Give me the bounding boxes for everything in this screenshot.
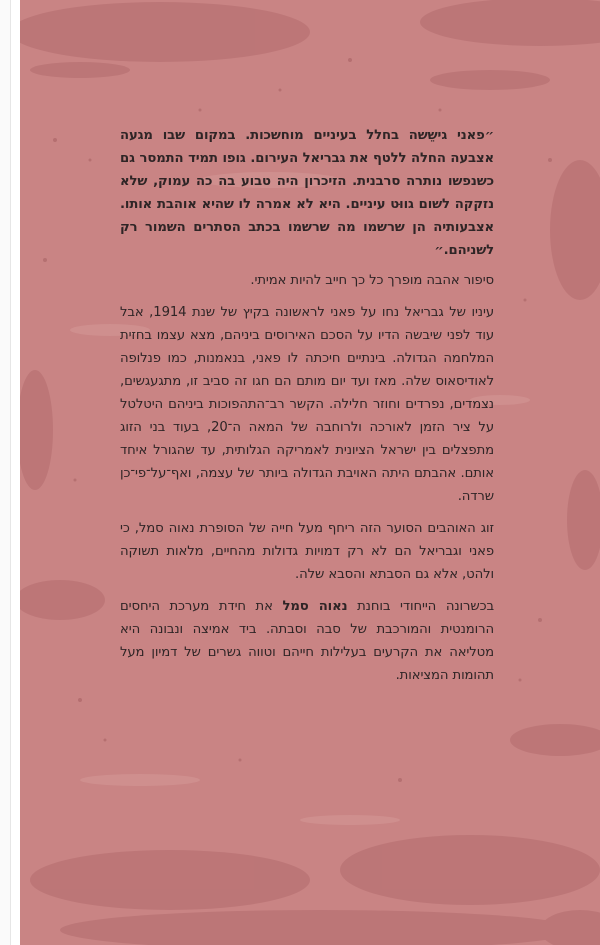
author-paragraph-end: את חידת מערכת היחסים הרומנטית והמורכבת של סבה וסבתה. ביד אמיצה ונבונה היא מטליאה את הקרעים בעלילות חייהם וטווה גשרים של דמיון מעל תהומות המציאות. (120, 599, 494, 683)
author-paragraph (120, 595, 494, 687)
author-paragraph-start: בכשרונה הייחודי בוחנת (347, 599, 494, 614)
author-name: נאוה סמל (282, 599, 348, 614)
back-cover-blurb (120, 124, 494, 696)
story-summary: עיניו של גבריאל נחו על פאני לראשונה בקיץ של שנת 1914, אבל עוד לפני שיבשה הדיו על הסכם האירוסים ביניהם, מצא עצמו בחזית המלחמה הגדולה. בינתיים חיכתה לו פאני, בנאמנות, כמו פנלופה לאודיסאוס שלה. מאז ועד יום מותם הם חגו זה סביב זו, מתגעגשים, נצמדים, נפרדים וחוזר חלילה. הקשר רב־התהפוכות ביניהם היטלטל על ציר הזמן לאורכה ולרוחבה של המאה ה־20, בעוד בני הזוג מתפצלים בין ישראל הציונית לאמריקה הגלותית, עד שהגורל איחד אותם. אהבתם היתה האויבת הגדולה ביותר של עצמה, ואף־על־פי־כן שרדה. (120, 305, 494, 504)
tagline: סיפור אהבה מופרך כל כך חייב להיות אמיתי. (250, 273, 494, 288)
back-cover (20, 0, 600, 945)
book-spine-edge (0, 0, 11, 945)
couple-paragraph: זוג האוהבים הסוער הזה ריחף מעל חייה של הסופרת נאוה סמל, כי פאני וגבריאל הם לא רק דמויות גדולות מהחיים, מלאות תשוקה ולהט, אלא גם הסבתא והסבא שלה. (120, 521, 494, 582)
excerpt-quote: ״פאני גישֵשה בחלל בעיניים מוחשכות. במקום שבו מגעה אצבעה החלה ללטף את גבריאל העירום. גופו תמיד התמסר גם כשנפשו נותרה סרבנית. הזיכרון היה טבוע בה כה עמוק, שלא נזקקה לשום גווּט עיניים. היא לא אמרה לו שהיא אוהבת אותו. אצבעותיה הן שרשמו מה שרשמו בכתב הסתרים השמור רק לשניהם.״ (120, 128, 494, 258)
